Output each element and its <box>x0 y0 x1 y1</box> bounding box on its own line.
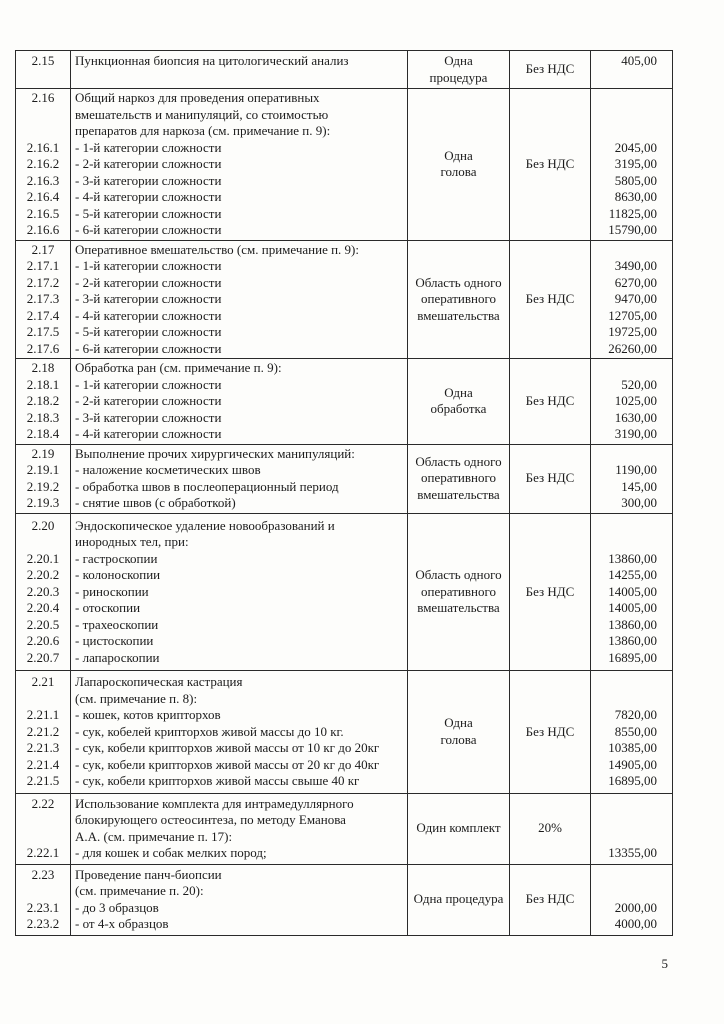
item-number-line: 2.19.3 <box>26 495 60 510</box>
service-description-line: - снятие швов (с обработкой) <box>75 495 236 510</box>
price-line: 5805,00 <box>614 172 657 188</box>
price-line <box>591 812 657 829</box>
price-line <box>591 123 657 140</box>
price-line: 145,00 <box>621 478 657 494</box>
item-number <box>16 671 71 794</box>
price-line: 15790,00 <box>608 222 657 237</box>
item-number-line: 2.16.4 <box>26 189 60 204</box>
item-number <box>16 444 71 513</box>
price-line: 300,00 <box>621 495 657 510</box>
service-description-line: - 1-й категории сложности <box>75 258 222 273</box>
price-line <box>591 867 657 884</box>
unit-of-measure <box>408 513 510 671</box>
unit-of-measure <box>408 671 510 794</box>
service-description-line: (см. примечание п. 20): <box>75 883 204 898</box>
unit-of-measure-line: оперативного <box>421 291 496 306</box>
price-line: 3190,00 <box>614 426 657 441</box>
item-number <box>16 793 71 864</box>
price-line: 8630,00 <box>614 189 657 204</box>
price-line: 26260,00 <box>608 340 657 356</box>
vat-rate-text: Без НДС <box>525 470 575 486</box>
item-number-line: 2.21.1 <box>26 707 60 722</box>
unit-of-measure <box>408 444 510 513</box>
vat-rate-text: Без НДС <box>525 723 575 739</box>
service-description-line: - 2-й категории сложности <box>75 393 222 408</box>
unit-of-measure <box>408 793 510 864</box>
price-line: 7820,00 <box>614 707 657 722</box>
price-line <box>591 796 657 813</box>
service-description-line: Проведение панч-биопсии <box>75 866 222 882</box>
vat-rate <box>510 240 591 359</box>
item-number-line: 2.17.6 <box>26 340 60 356</box>
price-line: 13355,00 <box>608 845 657 860</box>
unit-of-measure-line: Область одного <box>415 567 502 582</box>
price-line: 16895,00 <box>608 649 657 665</box>
item-number-line: 2.20.7 <box>26 649 60 665</box>
price-list-table <box>15 50 673 936</box>
item-number-line: 2.18.3 <box>26 409 60 425</box>
price-line: 11825,00 <box>608 205 657 221</box>
item-number-line: 2.21.4 <box>26 756 60 772</box>
item-number-line: 2.19 <box>31 445 55 461</box>
service-description-line: - 3-й категории сложности <box>75 172 222 188</box>
item-number <box>16 864 71 935</box>
unit-of-measure-line: оперативного <box>421 470 496 486</box>
service-description-line: Выполнение прочих хирургических манипуляций: <box>75 445 355 461</box>
unit-of-measure-line: Одна процедура <box>413 891 504 907</box>
vat-rate-text: Без НДС <box>525 891 575 907</box>
service-description-line: - 1-й категории сложности <box>75 376 222 392</box>
service-description-line: препаратов для наркоза (см. примечание п. 9): <box>75 123 331 138</box>
service-description-line: - обработка швов в послеоперационный период <box>75 478 339 494</box>
service-description-line: Эндоскопическое удаление новообразований и <box>75 517 335 533</box>
service-description-line: - риноскопии <box>75 583 149 599</box>
service-description-line: Лапароскопическая кастрация <box>75 674 243 689</box>
service-description-line: Общий наркоз для проведения оперативных <box>75 90 320 105</box>
item-number-line <box>16 829 70 846</box>
vat-rate <box>510 513 591 671</box>
price-line: 6270,00 <box>614 274 657 290</box>
service-description-line: - для кошек и собак мелких пород; <box>75 845 267 860</box>
price <box>591 444 673 513</box>
item-number-line: 2.16 <box>31 90 55 105</box>
item-number-line: 2.15 <box>31 53 55 68</box>
item-number-line <box>16 123 70 140</box>
service-description-line: - цистоскопии <box>75 633 154 648</box>
vat-rate-text: Без НДС <box>525 583 575 599</box>
price <box>591 793 673 864</box>
table-row <box>16 793 673 864</box>
item-number-line: 2.18.2 <box>26 393 60 408</box>
price-line: 520,00 <box>621 376 657 392</box>
service-description-line: - наложение косметических швов <box>75 462 261 477</box>
price-line: 1025,00 <box>614 393 657 408</box>
vat-rate <box>510 51 591 89</box>
price-line: 13860,00 <box>608 633 657 648</box>
item-number-line: 2.17.1 <box>26 258 60 273</box>
price-line: 2000,00 <box>614 899 657 915</box>
service-description-line: - 2-й категории сложности <box>75 156 222 171</box>
item-number-line: 2.18.4 <box>26 426 60 441</box>
item-number-line: 2.17.2 <box>26 274 60 290</box>
item-number-line: 2.16.6 <box>26 222 60 237</box>
service-description-line: Обработка ран (см. примечание п. 9): <box>75 360 282 375</box>
unit-of-measure-line: процедура <box>429 69 488 85</box>
item-number-line: 2.20.6 <box>26 633 60 648</box>
vat-rate <box>510 359 591 445</box>
service-description <box>71 864 408 935</box>
service-description-line: - кошек, котов крипторхов <box>75 707 221 722</box>
service-description-line: - 2-й категории сложности <box>75 274 222 290</box>
unit-of-measure <box>408 864 510 935</box>
unit-of-measure-line: Одна <box>444 53 473 68</box>
unit-of-measure-line: Один комплект <box>416 820 501 836</box>
price-line: 10385,00 <box>608 740 657 755</box>
service-description-line: - трахеоскопии <box>75 616 159 632</box>
price-line: 1630,00 <box>614 409 657 425</box>
service-description <box>71 513 408 671</box>
table-row <box>16 359 673 445</box>
price-list-body <box>16 51 673 936</box>
item-number <box>16 359 71 445</box>
price <box>591 51 673 89</box>
item-number-line <box>16 812 70 829</box>
unit-of-measure-line: вмешательства <box>417 600 500 615</box>
price <box>591 671 673 794</box>
unit-of-measure-line: голова <box>440 731 477 747</box>
item-number-line: 2.20.2 <box>26 567 60 582</box>
price-line: 9470,00 <box>614 291 657 306</box>
price-line: 3490,00 <box>614 258 657 273</box>
item-number-line: 2.19.1 <box>26 462 60 477</box>
unit-of-measure-line: вмешательства <box>417 307 500 323</box>
item-number-line: 2.21.2 <box>26 723 60 739</box>
service-description-line: - сук, кобели крипторхов живой массы свыше 40 кг <box>75 773 360 788</box>
price-line <box>591 360 657 377</box>
price-line: 12705,00 <box>608 307 657 323</box>
vat-rate <box>510 793 591 864</box>
service-description-line: А.А. (см. примечание п. 17): <box>75 828 233 844</box>
price-line: 14005,00 <box>608 583 657 599</box>
service-description <box>71 51 408 89</box>
price-line <box>591 446 657 463</box>
item-number-line: 2.22.1 <box>26 845 60 860</box>
price-line <box>591 534 657 551</box>
price-line: 2045,00 <box>614 139 657 155</box>
service-description-line: - колоноскопии <box>75 567 161 582</box>
item-number-line: 2.23.1 <box>26 899 60 915</box>
service-description-line: - 4-й категории сложности <box>75 189 222 204</box>
service-description-line: - до 3 образцов <box>75 899 159 915</box>
vat-rate <box>510 864 591 935</box>
service-description-line: - 4-й категории сложности <box>75 426 222 441</box>
unit-of-measure <box>408 240 510 359</box>
service-description-line: - от 4-х образцов <box>75 916 169 931</box>
price-line <box>591 242 657 259</box>
price-line: 4000,00 <box>614 916 657 931</box>
service-description-line: блокирующего остеосинтеза, по методу Еманова <box>75 812 346 827</box>
vat-rate-text: Без НДС <box>525 61 575 77</box>
table-row <box>16 89 673 241</box>
item-number-line: 2.22 <box>31 795 55 811</box>
item-number-line: 2.16.3 <box>26 172 60 188</box>
price <box>591 240 673 359</box>
unit-of-measure-line: обработка <box>430 401 487 417</box>
service-description-line: (см. примечание п. 8): <box>75 690 198 706</box>
unit-of-measure-line: оперативного <box>421 583 496 599</box>
unit-of-measure <box>408 51 510 89</box>
item-number <box>16 240 71 359</box>
item-number-line: 2.17.5 <box>26 324 60 339</box>
service-description-line: - 4-й категории сложности <box>75 307 222 323</box>
service-description <box>71 671 408 794</box>
price-line: 13860,00 <box>608 616 657 632</box>
item-number-line: 2.20.4 <box>26 600 60 615</box>
price-line <box>591 829 657 846</box>
vat-rate-text: Без НДС <box>525 291 575 306</box>
vat-rate-text: Без НДС <box>525 156 575 171</box>
page-number: 5 <box>661 956 668 971</box>
unit-of-measure <box>408 359 510 445</box>
item-number-line <box>16 691 70 708</box>
service-description-line: Оперативное вмешательство (см. примечание п. 9): <box>75 241 359 257</box>
item-number-line: 2.20 <box>31 517 55 533</box>
service-description-line: Пункционная биопсия на цитологический анализ <box>75 53 349 68</box>
service-description-line: инородных тел, при: <box>75 534 189 549</box>
unit-of-measure-line: Одна <box>444 147 473 163</box>
item-number-line: 2.23.2 <box>26 916 60 931</box>
table-row <box>16 444 673 513</box>
unit-of-measure-line: Одна <box>444 384 473 400</box>
service-description-line: - гастроскопии <box>75 550 158 566</box>
item-number-line: 2.17.4 <box>26 307 60 323</box>
price-line <box>591 107 657 124</box>
vat-rate <box>510 444 591 513</box>
unit-of-measure <box>408 89 510 241</box>
price-line: 14255,00 <box>608 567 657 582</box>
price-line: 14905,00 <box>608 756 657 772</box>
item-number-line: 2.17 <box>31 241 55 257</box>
service-description-line: - лапароскопии <box>75 649 160 665</box>
price <box>591 359 673 445</box>
unit-of-measure-line: Область одного <box>415 453 502 469</box>
service-description-line: - отоскопии <box>75 600 141 615</box>
vat-rate-text: Без НДС <box>525 393 575 408</box>
price-line <box>591 674 657 691</box>
price-line <box>591 90 657 107</box>
item-number-line: 2.19.2 <box>26 478 60 494</box>
vat-rate <box>510 89 591 241</box>
item-number-line: 2.18.1 <box>26 376 60 392</box>
price-line: 3195,00 <box>614 156 657 171</box>
service-description-line: - 5-й категории сложности <box>75 324 222 339</box>
item-number-line <box>16 534 70 551</box>
service-description-line: - сук, кобели крипторхов живой массы от 10 кг до 20кг <box>75 740 380 755</box>
service-description-line: - сук, кобели крипторхов живой массы от 20 кг до 40кг <box>75 756 380 772</box>
item-number-line: 2.21.5 <box>26 773 60 788</box>
price <box>591 864 673 935</box>
item-number-line: 2.20.5 <box>26 616 60 632</box>
service-description-line: Использование комплекта для интрамедуллярного <box>75 795 354 811</box>
price-line: 8550,00 <box>614 723 657 739</box>
table-row <box>16 240 673 359</box>
unit-of-measure-line: Одна <box>444 715 473 731</box>
item-number-line: 2.17.3 <box>26 291 60 306</box>
item-number-line <box>16 883 70 900</box>
service-description-line: вмешательств и манипуляций, со стоимостью <box>75 106 329 122</box>
service-description-line: - 1-й категории сложности <box>75 139 222 155</box>
service-description-line: - 5-й категории сложности <box>75 205 222 221</box>
service-description <box>71 240 408 359</box>
table-row <box>16 513 673 671</box>
unit-of-measure-line: вмешательства <box>417 486 500 502</box>
table-row <box>16 51 673 89</box>
service-description <box>71 359 408 445</box>
table-row <box>16 864 673 935</box>
unit-of-measure-line: Область одного <box>415 274 502 290</box>
service-description-line: - 6-й категории сложности <box>75 222 222 237</box>
service-description-line: - 3-й категории сложности <box>75 291 222 306</box>
service-description <box>71 444 408 513</box>
price <box>591 513 673 671</box>
price <box>591 89 673 241</box>
item-number-line <box>16 107 70 124</box>
service-description-line: - 6-й категории сложности <box>75 340 222 356</box>
item-number-line: 2.20.3 <box>26 583 60 599</box>
price-line <box>591 883 657 900</box>
price-line: 16895,00 <box>608 773 657 788</box>
price-line <box>591 518 657 535</box>
vat-rate-text: 20% <box>538 820 562 836</box>
item-number-line: 2.23 <box>31 866 55 882</box>
item-number-line: 2.16.1 <box>26 139 60 155</box>
price-line: 13860,00 <box>608 550 657 566</box>
price-line: 19725,00 <box>608 324 657 339</box>
item-number-line: 2.21 <box>31 674 55 689</box>
item-number-line: 2.16.5 <box>26 205 60 221</box>
table-row <box>16 671 673 794</box>
item-number <box>16 513 71 671</box>
unit-of-measure-line: голова <box>440 164 477 180</box>
service-description-line: - 3-й категории сложности <box>75 409 222 425</box>
service-description <box>71 793 408 864</box>
price-line: 1190,00 <box>615 462 657 477</box>
vat-rate <box>510 671 591 794</box>
item-number <box>16 89 71 241</box>
price-line: 14005,00 <box>608 600 657 615</box>
service-description-line: - сук, кобелей крипторхов живой массы до 10 кг. <box>75 723 344 739</box>
item-number-line: 2.21.3 <box>26 740 60 755</box>
price-line: 405,00 <box>621 53 657 68</box>
item-number-line: 2.16.2 <box>26 156 60 171</box>
service-description <box>71 89 408 241</box>
item-number <box>16 51 71 89</box>
price-line <box>591 691 657 708</box>
item-number-line: 2.20.1 <box>26 550 60 566</box>
item-number-line: 2.18 <box>31 360 55 375</box>
